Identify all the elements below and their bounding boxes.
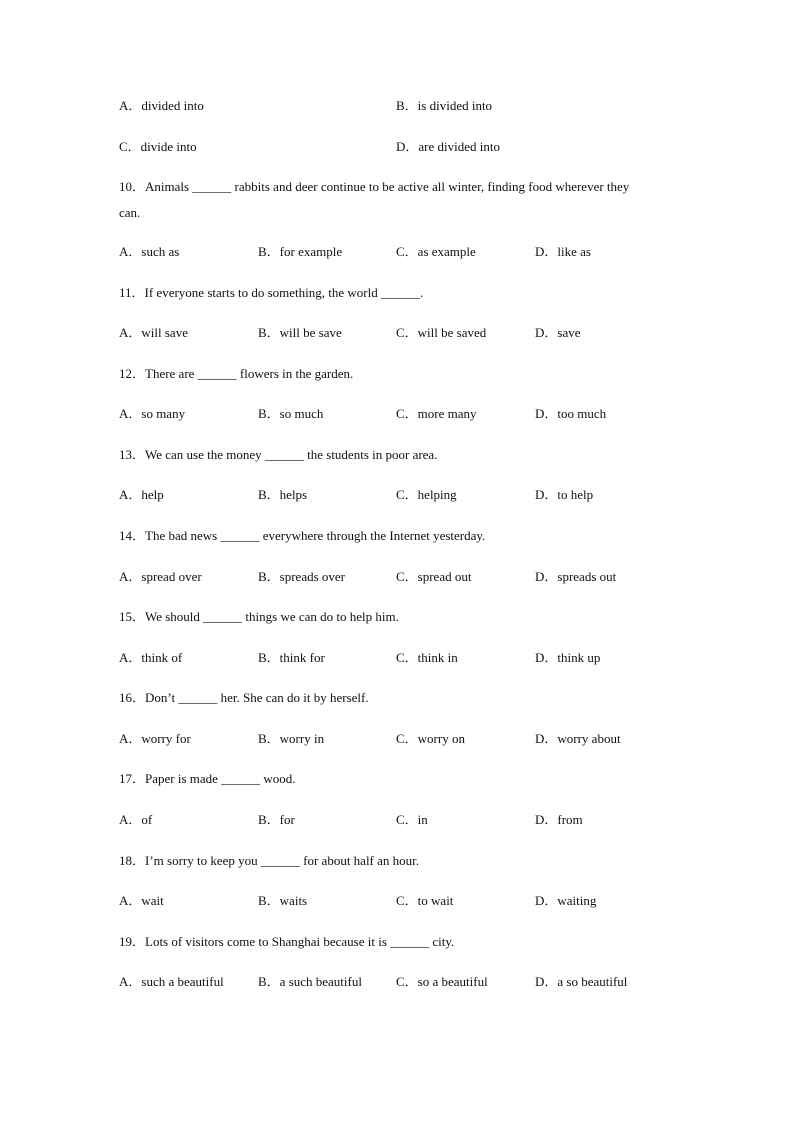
- q11-option-c: C．will be saved: [396, 325, 487, 340]
- q17-option-a: A．of: [119, 812, 153, 827]
- q10-option-a: A．such as: [119, 244, 180, 259]
- q16-option-b: B．worry in: [258, 731, 325, 746]
- q15-stem: 15．We should ______ things we can do to help him.: [119, 609, 399, 624]
- q14-option-b: B．spreads over: [258, 569, 346, 584]
- q18-stem: 18．I’m sorry to keep you ______ for about half an hour.: [119, 853, 420, 868]
- q10-option-c: C．as example: [396, 244, 476, 259]
- q18-option-b: B．waits: [258, 893, 308, 908]
- q9-option-d: D．are divided into: [396, 139, 500, 154]
- q15-option-a: A．think of: [119, 650, 183, 665]
- q11-option-a: A．will save: [119, 325, 188, 340]
- q9-option-b: B．is divided into: [396, 98, 493, 113]
- q18-option-a: A．wait: [119, 893, 164, 908]
- q11-stem: 11．If everyone starts to do something, the world ______.: [119, 285, 424, 300]
- q17-option-d: D．from: [535, 812, 583, 827]
- q10-option-b: B．for example: [258, 244, 343, 259]
- q9-option-c: C．divide into: [119, 139, 197, 154]
- q15-option-d: D．think up: [535, 650, 601, 665]
- q12-option-d: D．too much: [535, 406, 607, 421]
- q15-option-c: C．think in: [396, 650, 458, 665]
- q19-option-a: A．such a beautiful: [119, 974, 224, 989]
- q18-option-c: C．to wait: [396, 893, 454, 908]
- q19-option-b: B．a such beautiful: [258, 974, 362, 989]
- q16-option-a: A．worry for: [119, 731, 191, 746]
- q14-option-d: D．spreads out: [535, 569, 617, 584]
- q12-stem: 12．There are ______ flowers in the garden.: [119, 366, 354, 381]
- q16-option-c: C．worry on: [396, 731, 465, 746]
- q13-stem: 13．We can use the money ______ the students in poor area.: [119, 447, 438, 462]
- q13-option-d: D．to help: [535, 487, 594, 502]
- q17-option-c: C．in: [396, 812, 428, 827]
- q14-option-a: A．spread over: [119, 569, 202, 584]
- q10-stem: 10．Animals ______ rabbits and deer continue to be active all winter, finding food wherever they: [119, 179, 630, 194]
- q10-stem-continuation: can.: [119, 205, 141, 220]
- q11-option-b: B．will be save: [258, 325, 342, 340]
- q17-stem: 17．Paper is made ______ wood.: [119, 771, 296, 786]
- q15-option-b: B．think for: [258, 650, 325, 665]
- q12-option-a: A．so many: [119, 406, 186, 421]
- q17-option-b: B．for: [258, 812, 295, 827]
- q18-option-d: D．waiting: [535, 893, 597, 908]
- q11-option-d: D．save: [535, 325, 581, 340]
- q16-option-d: D．worry about: [535, 731, 621, 746]
- q12-option-b: B．so much: [258, 406, 324, 421]
- q19-option-d: D．a so beautiful: [535, 974, 628, 989]
- q9-option-a: A．divided into: [119, 98, 204, 113]
- q13-option-c: C．helping: [396, 487, 457, 502]
- q19-stem: 19．Lots of visitors come to Shanghai because it is ______ city.: [119, 934, 455, 949]
- q13-option-b: B．helps: [258, 487, 308, 502]
- q14-option-c: C．spread out: [396, 569, 472, 584]
- q12-option-c: C．more many: [396, 406, 477, 421]
- q14-stem: 14．The bad news ______ everywhere through the Internet yesterday.: [119, 528, 486, 543]
- q13-option-a: A．help: [119, 487, 164, 502]
- q16-stem: 16．Don’t ______ her. She can do it by herself.: [119, 690, 369, 705]
- q10-option-d: D．like as: [535, 244, 591, 259]
- q19-option-c: C．so a beautiful: [396, 974, 488, 989]
